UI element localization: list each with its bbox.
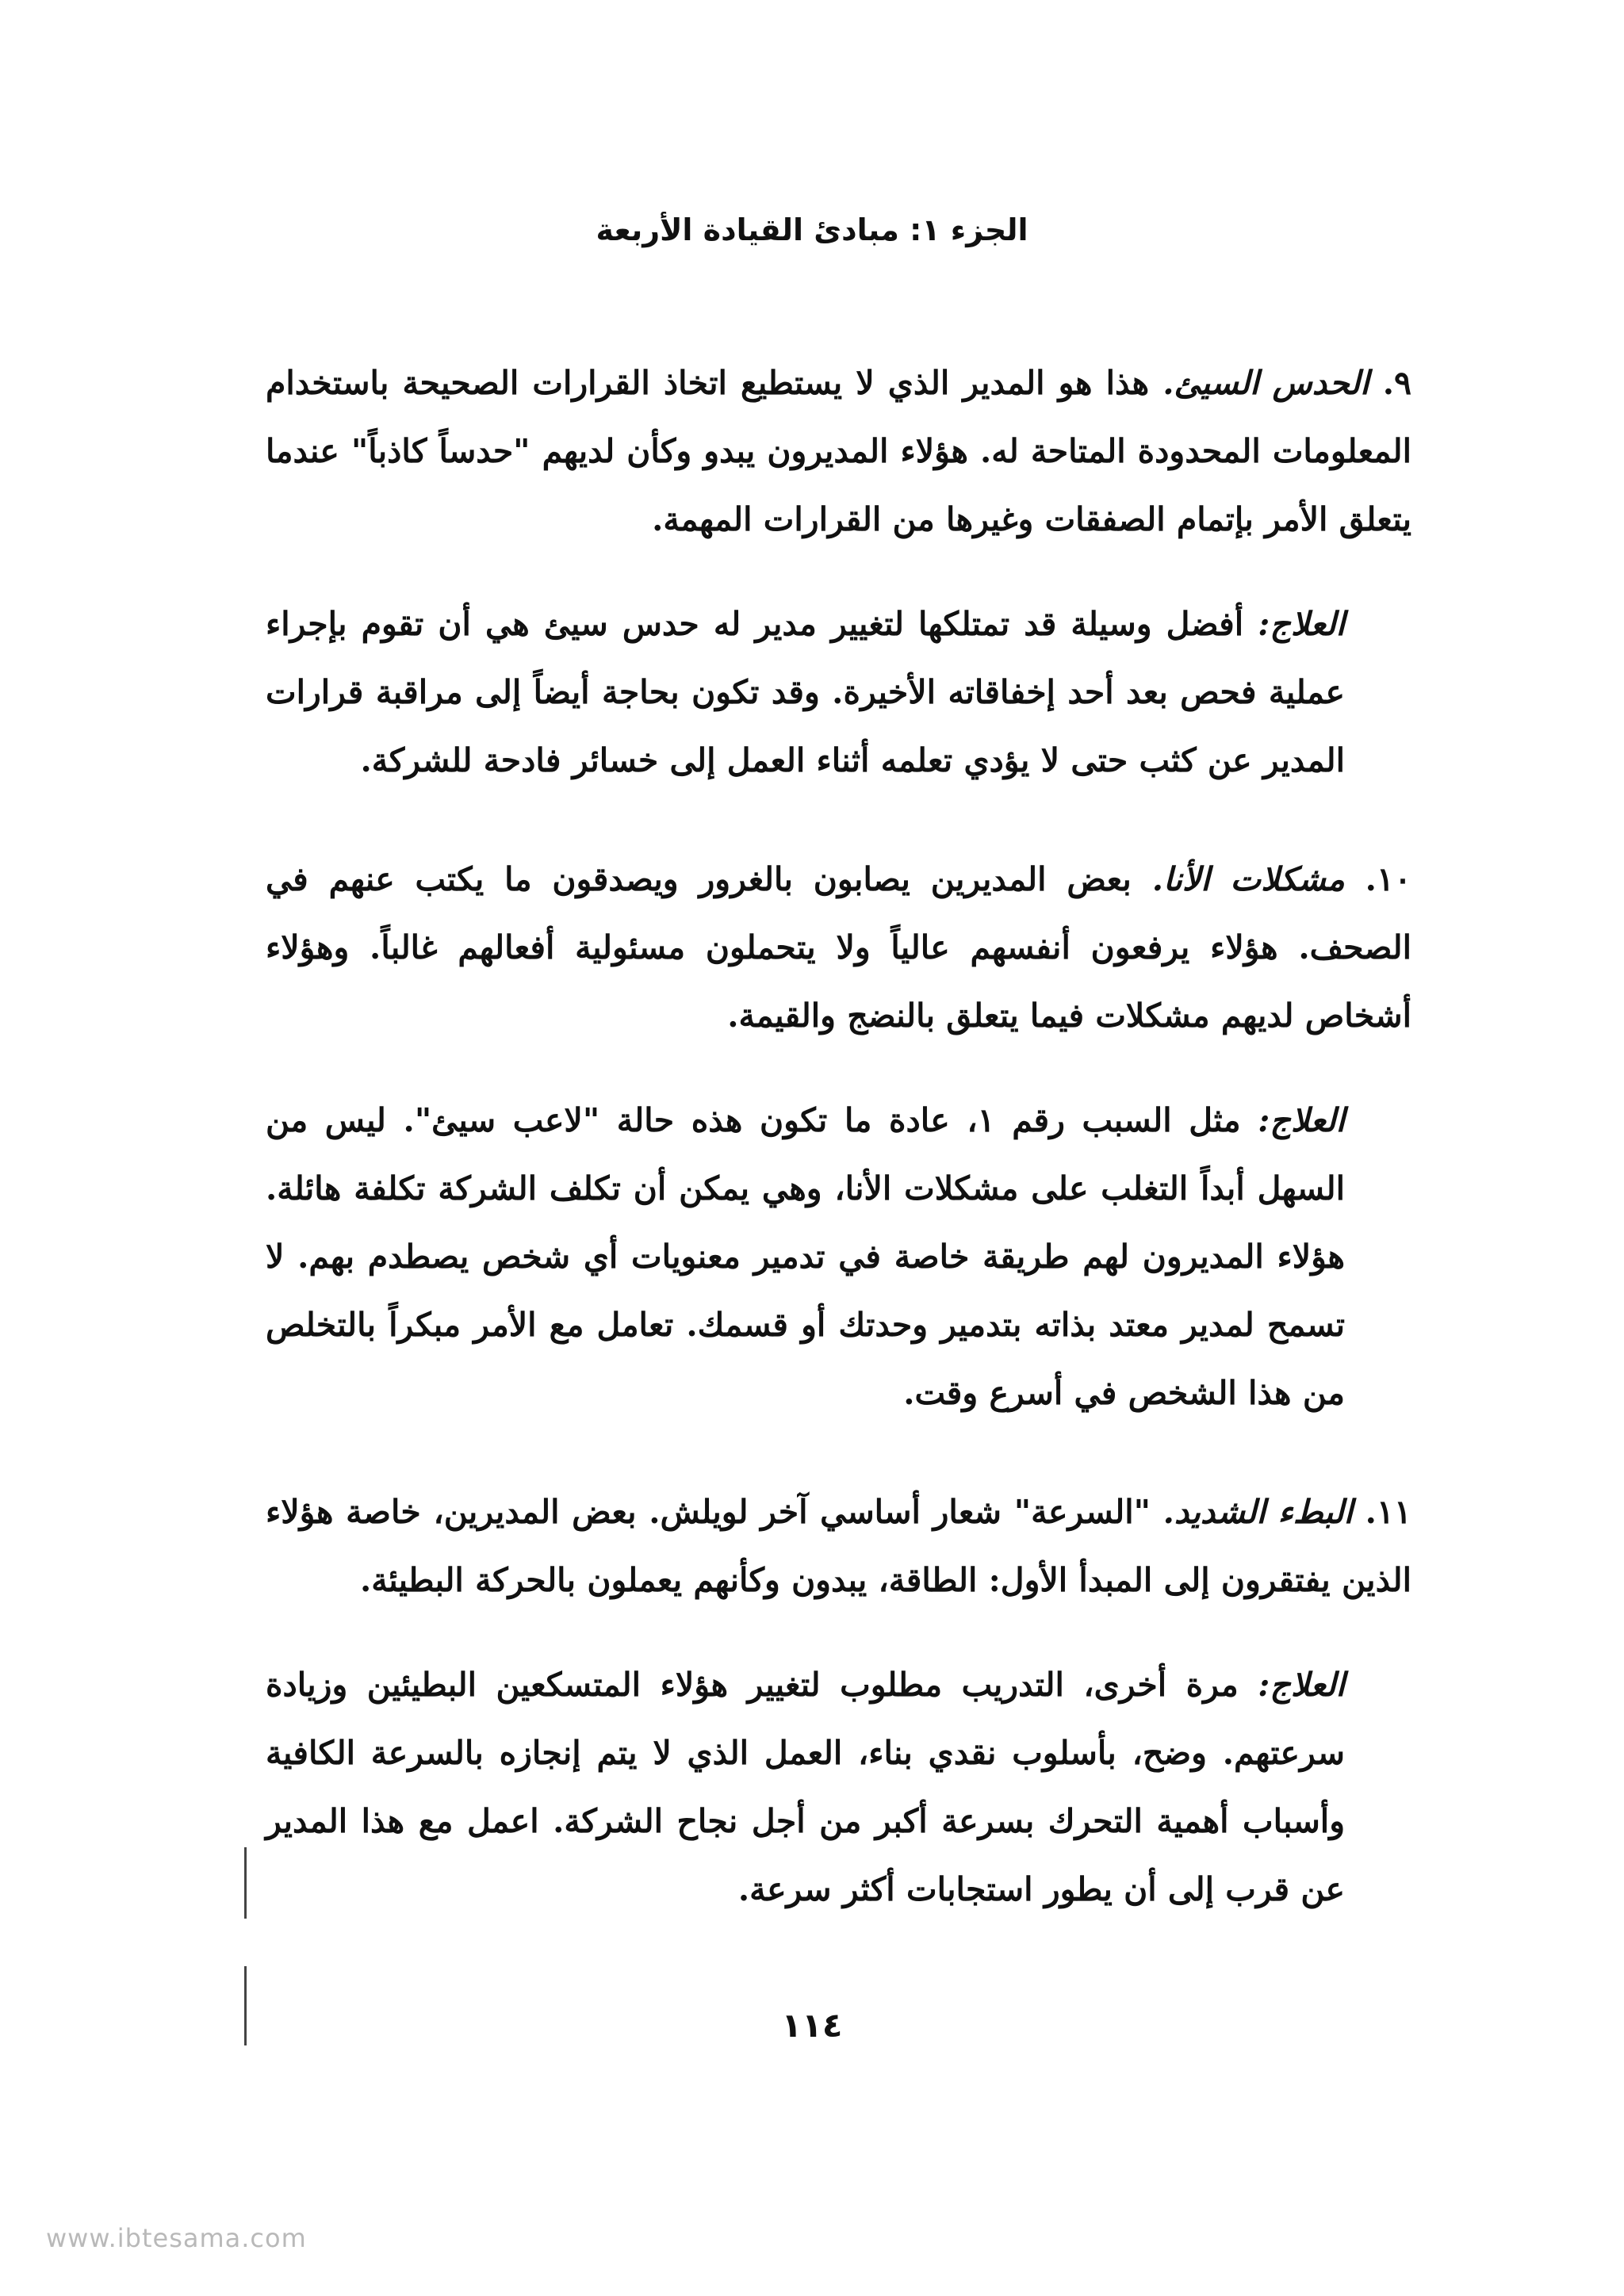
list-item <box>266 349 1411 553</box>
scan-margin-mark <box>244 1847 247 1919</box>
remedy-paragraph <box>266 1651 1345 1923</box>
remedy-paragraph <box>266 1086 1345 1427</box>
list-item <box>266 1478 1411 1614</box>
item-number: ٩. <box>1382 364 1411 402</box>
item-term: الحدس السيئ. <box>1162 364 1369 402</box>
item-text: بعض المديرين يصابون بالغرور ويصدقون ما يكتب عنهم في الصحف. هؤلاء يرفعون أنفسهم عالياً ولا يتحملون مسئولية أفعالهم غالباً. وهؤلاء أشخاص لديهم مشكلات فيما يتعلق بالنضج والقيمة. <box>266 860 1411 1035</box>
page-number: ١١٤ <box>781 2006 843 2045</box>
item-text: "السرعة" شعار أساسي آخر لويلش. بعض المديرين، خاصة هؤلاء الذين يفتقرون إلى المبدأ الأول: الطاقة، يبدون وكأنهم يعملون بالحركة البطيئة. <box>266 1493 1411 1599</box>
page-content <box>266 349 1411 1974</box>
remedy-text: مرة أخرى، التدريب مطلوب لتغيير هؤلاء المتسكعين البطيئين وزيادة سرعتهم. وضح، بأسلوب نقدي بناء، العمل الذي لا يتم إنجازه بالسرعة الكافية وأسباب أهمية التحرك بسرعة أكبر من أجل نجاح الشركة. اعمل مع هذا المدير عن قرب إلى أن يطور استجابات أكثر سرعة. <box>266 1666 1345 1908</box>
item-number: ١٠. <box>1365 860 1411 898</box>
remedy-label: العلاج: <box>1258 1666 1345 1704</box>
remedy-label: العلاج: <box>1258 605 1345 643</box>
item-term: البطء الشديد. <box>1162 1493 1353 1531</box>
running-header: الجزء ١: مبادئ القيادة الأربعة <box>596 212 1028 247</box>
item-text: هذا هو المدير الذي لا يستطيع اتخاذ القرارات الصحيحة باستخدام المعلومات المحدودة المتاحة له. هؤلاء المديرون يبدو وكأن لديهم "حدساً كاذباً" عندما يتعلق الأمر بإتمام الصفقات وغيرها من القرارات المهمة. <box>266 364 1411 538</box>
remedy-paragraph <box>266 590 1345 794</box>
remedy-text: مثل السبب رقم ١، عادة ما تكون هذه حالة "لاعب سيئ". ليس من السهل أبداً التغلب على مشكلات الأنا، وهي يمكن أن تكلف الشركة تكلفة هائلة. هؤلاء المديرون لهم طريقة خاصة في تدمير معنويات أي شخص يصطدم بهم. لا تسمح لمدير معتد بذاته بتدمير وحدتك أو قسمك. تعامل مع الأمر مبكراً بالتخلص من هذا الشخص في أسرع وقت. <box>266 1101 1345 1412</box>
watermark: www.ibtesama.com <box>46 2223 307 2253</box>
item-number: ١١. <box>1365 1493 1411 1531</box>
item-term: مشكلات الأنا. <box>1151 860 1345 898</box>
remedy-label: العلاج: <box>1258 1101 1345 1139</box>
remedy-text: أفضل وسيلة قد تمتلكها لتغيير مدير له حدس سيئ هي أن تقوم بإجراء عملية فحص بعد أحد إخفاقاته الأخيرة. وقد تكون بحاجة أيضاً إلى مراقبة قرارات المدير عن كثب حتى لا يؤدي تعلمه أثناء العمل إلى خسائر فادحة للشركة. <box>266 605 1345 779</box>
list-item <box>266 845 1411 1050</box>
